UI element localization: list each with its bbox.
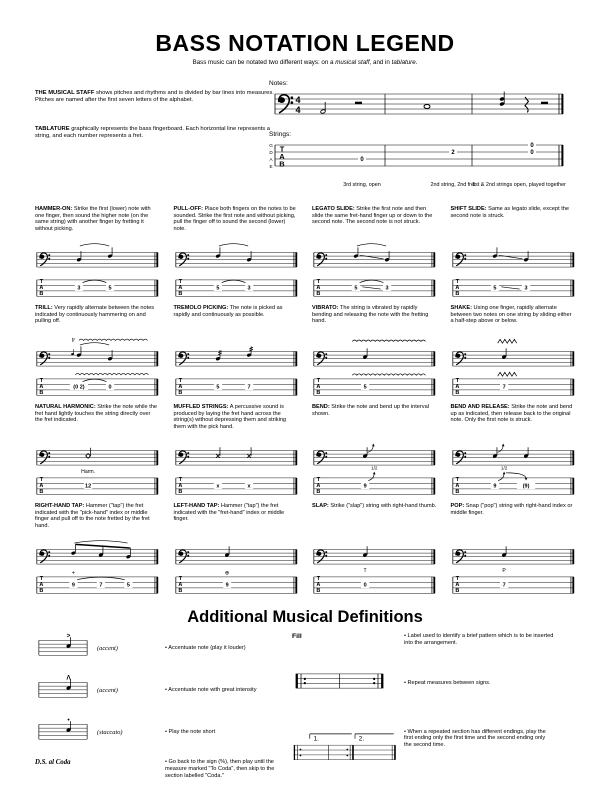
- svg-text:5: 5: [492, 285, 496, 292]
- definition-endings: [292, 729, 575, 768]
- svg-text:T: T: [39, 576, 44, 583]
- svg-text:T: T: [178, 279, 182, 286]
- svg-text:>: >: [66, 633, 71, 640]
- technique-pop: [451, 503, 576, 598]
- definition-fill: [292, 633, 575, 647]
- shake-notation: [451, 334, 576, 400]
- accent-symbol-staff: [35, 633, 91, 659]
- subtitle-text: .: [415, 59, 418, 66]
- technique-muffled-strings: [174, 404, 299, 499]
- svg-text:T: T: [178, 477, 182, 484]
- technique-term: LEGATO SLIDE:: [312, 206, 355, 212]
- vibrato-notation: [312, 334, 437, 400]
- pop-notation: [451, 532, 576, 598]
- svg-text:1.: 1.: [313, 734, 319, 742]
- technique-vibrato: [312, 305, 437, 400]
- svg-text:T: T: [316, 279, 321, 286]
- svg-text:9: 9: [363, 483, 367, 490]
- svg-text:T: T: [363, 567, 367, 574]
- svg-text:0: 0: [530, 150, 534, 157]
- svg-text:7: 7: [502, 582, 506, 589]
- svg-text:5: 5: [215, 285, 219, 292]
- repeat-signs-staff: [292, 669, 387, 694]
- svg-text:3: 3: [524, 285, 528, 292]
- svg-text:A: A: [39, 384, 44, 391]
- svg-text:Harm.: Harm.: [81, 468, 96, 475]
- technique-natural-harmonic: [35, 404, 160, 499]
- subtitle-text: Bass music can be notated two different ways: on a: [192, 59, 336, 66]
- svg-text:7: 7: [99, 582, 103, 589]
- svg-text:(9): (9): [522, 483, 529, 490]
- svg-text:B: B: [177, 291, 182, 298]
- svg-text:T: T: [455, 576, 459, 583]
- technique-term: MUFFLED STRINGS:: [173, 404, 229, 410]
- technique-left-hand-tap: [174, 503, 299, 598]
- notes-staff-example: [267, 88, 567, 124]
- svg-text:T: T: [39, 279, 44, 286]
- svg-text:A: A: [39, 483, 44, 490]
- svg-text:D: D: [269, 150, 273, 156]
- svg-text:B: B: [39, 390, 44, 397]
- svg-text:B: B: [316, 390, 321, 397]
- svg-text:⊕: ⊕: [224, 570, 229, 577]
- svg-text:A: A: [177, 384, 182, 391]
- svg-text:B: B: [316, 291, 321, 298]
- caption-two-strings: 1st & 2nd strings open, played together: [472, 182, 566, 188]
- technique-term: SHIFT SLIDE:: [450, 206, 487, 212]
- svg-text:A: A: [454, 285, 459, 292]
- svg-text:A: A: [39, 582, 44, 589]
- svg-text:B: B: [279, 159, 285, 169]
- technique-bend: [312, 404, 437, 499]
- svg-text:T: T: [455, 378, 459, 385]
- bend-release-notation: [451, 433, 576, 499]
- svg-text:x: x: [215, 483, 219, 490]
- svg-text:T: T: [316, 576, 321, 583]
- svg-text:5: 5: [215, 384, 219, 391]
- definition-text: • Go back to the sign (%), then play until the measure marked "To Coda", then skip to the section labelled "Coda.": [161, 759, 286, 779]
- svg-text:B: B: [454, 588, 459, 595]
- tablature-paragraph: [35, 126, 285, 140]
- definition-text: • Repeat measures between signs.: [400, 680, 491, 687]
- svg-text:A: A: [316, 483, 321, 490]
- caption-second-fret: 2nd string, 2nd fret: [430, 182, 476, 188]
- svg-text:A: A: [316, 285, 321, 292]
- svg-text:1/2: 1/2: [500, 465, 507, 471]
- pull-off-notation: [174, 235, 299, 301]
- svg-text:B: B: [177, 588, 182, 595]
- technique-desc: Place both fingers on the notes to be sounded. Strike the first note and without picking, pull the finger off to sound the second (lower) note.: [173, 206, 296, 232]
- technique-term: HAMMER-ON:: [35, 206, 73, 212]
- svg-text:B: B: [177, 489, 182, 496]
- subtitle-text: , and in: [369, 59, 392, 66]
- definition-ds-al-coda: [35, 759, 286, 779]
- svg-text:A: A: [39, 285, 44, 292]
- svg-text:T: T: [178, 576, 182, 583]
- natural-harmonic-notation: [35, 433, 160, 499]
- svg-text:5: 5: [126, 582, 130, 589]
- svg-text:A: A: [177, 582, 182, 589]
- ds-al-coda-label: D.S. al Coda: [35, 759, 71, 766]
- caption-open-string: 3rd string, open: [343, 182, 381, 188]
- svg-text:x: x: [247, 483, 251, 490]
- svg-text:B: B: [177, 390, 182, 397]
- svg-text:A: A: [316, 582, 321, 589]
- musical-staff-desc: shows pitches and rhythms and is divided by bar lines into measures. Pitches are named after the first seven letters of the alphabet.: [35, 90, 274, 103]
- technique-desc: Strike the first note and then slide the same fret-hand finger up or down to the second note. The second note is not struck.: [312, 206, 433, 226]
- muffled-strings-notation: [174, 433, 299, 499]
- technique-legato-slide: [312, 206, 437, 301]
- svg-text:B: B: [316, 588, 321, 595]
- svg-text:G: G: [269, 143, 273, 149]
- svg-text:9: 9: [225, 582, 229, 589]
- subtitle-italic-staff: musical staff: [335, 59, 370, 66]
- example-captions: [267, 180, 575, 190]
- technique-desc: Strike the note and bend up as indicated, then release back to the original note. Only the first note is struck.: [450, 404, 573, 424]
- technique-desc: Strike ("slap") string with right-hand thumb.: [330, 503, 437, 509]
- technique-right-hand-tap: [35, 503, 160, 598]
- tablature-desc: graphically represents the bass fingerboard. Each horizontal line represents a string, and each number represents a fret.: [35, 126, 271, 139]
- svg-text:7: 7: [502, 384, 506, 391]
- svg-text:4: 4: [295, 105, 301, 115]
- definition-text: • Label used to identify a brief pattern which is to be inserted into the arrangement.: [400, 633, 554, 647]
- svg-text:2: 2: [451, 150, 455, 157]
- svg-text:A: A: [279, 152, 285, 161]
- technique-term: BEND AND RELEASE:: [450, 404, 510, 410]
- staccato-symbol-staff: [35, 717, 91, 743]
- intro-text-column: [35, 80, 285, 190]
- definition-text: • Accentuate note with great intensity: [161, 687, 257, 694]
- page-subtitle: [35, 59, 575, 66]
- svg-text:T: T: [455, 279, 459, 286]
- technique-term: LEFT-HAND TAP:: [173, 503, 220, 509]
- technique-slap: [312, 503, 437, 598]
- svg-text:A: A: [269, 157, 273, 163]
- technique-term: SLAP:: [312, 503, 329, 509]
- subtitle-italic-tab: tablature: [391, 59, 416, 66]
- svg-text:A: A: [316, 384, 321, 391]
- technique-term: BEND:: [312, 404, 330, 410]
- svg-text:B: B: [454, 489, 459, 496]
- technique-desc: Strike the first (lower) note with one finger, then sound the higher note (on the same string) with another finger by fretting it without picking.: [35, 206, 151, 232]
- svg-text:T: T: [455, 477, 459, 484]
- svg-text:A: A: [177, 483, 182, 490]
- technique-term: RIGHT-HAND TAP:: [35, 503, 85, 509]
- technique-bend-and-release: [451, 404, 576, 499]
- definitions-left-column: [35, 633, 286, 790]
- svg-text:3: 3: [247, 285, 251, 292]
- svg-text:Λ: Λ: [66, 675, 71, 682]
- svg-text:1/2: 1/2: [371, 465, 378, 471]
- definition-accent2: [35, 675, 286, 706]
- page-title: BASS NOTATION LEGEND: [155, 30, 455, 56]
- technique-term: PULL-OFF:: [173, 206, 204, 212]
- svg-text:3: 3: [385, 285, 389, 292]
- strings-label: Strings:: [269, 131, 292, 138]
- svg-text:B: B: [39, 291, 44, 298]
- svg-text:0: 0: [108, 384, 112, 391]
- technique-term: VIBRATO:: [312, 305, 339, 311]
- technique-term: NATURAL HARMONIC:: [35, 404, 96, 410]
- technique-shake: [451, 305, 576, 400]
- svg-text:9: 9: [71, 582, 75, 589]
- svg-text:E: E: [269, 164, 273, 170]
- svg-text:T: T: [316, 477, 321, 484]
- svg-text:5: 5: [354, 285, 358, 292]
- first-second-ending-staff: [292, 729, 397, 763]
- tablature-term: TABLATURE: [35, 126, 70, 132]
- technique-shift-slide: [451, 206, 576, 301]
- svg-text:9: 9: [492, 483, 496, 490]
- slap-notation: [312, 532, 437, 598]
- tremolo-picking-notation: [174, 334, 299, 400]
- definition-text: • When a repeated section has different endings, play the first ending only the first time and the second ending only the second time.: [400, 729, 554, 749]
- notes-label: Notes:: [269, 80, 288, 87]
- strong-accent-symbol-staff: [35, 675, 91, 701]
- hammer-on-notation: [35, 235, 160, 301]
- svg-text:T: T: [39, 477, 44, 484]
- svg-text:T: T: [279, 144, 285, 154]
- svg-text:B: B: [39, 588, 44, 595]
- technique-desc: A percussive sound is produced by laying the fret hand across the string(s) without depressing them and striking them with the pick hand.: [173, 404, 287, 430]
- additional-definitions-title: Additional Musical Definitions: [187, 608, 423, 626]
- svg-text:B: B: [454, 291, 459, 298]
- technique-desc: Strike the note and bend up the interval shown.: [312, 404, 429, 417]
- technique-pull-off: [174, 206, 299, 301]
- technique-term: SHAKE:: [450, 305, 472, 311]
- svg-text:0: 0: [530, 143, 534, 150]
- svg-text:P: P: [501, 567, 506, 574]
- svg-text:0: 0: [360, 157, 364, 164]
- svg-text:T: T: [316, 378, 321, 385]
- left-hand-tap-notation: [174, 532, 299, 598]
- tablature-staff-example: [267, 139, 567, 175]
- example-staves: [267, 80, 575, 190]
- svg-text:•: •: [67, 717, 70, 724]
- definition-text: • Accentuate note (play it louder): [161, 645, 246, 652]
- svg-text:2.: 2.: [358, 734, 365, 742]
- svg-text:T: T: [39, 378, 44, 385]
- technique-desc: Strike the note while the fret hand lightly touches the string directly over the fret indicated.: [35, 404, 157, 424]
- svg-text:3: 3: [77, 285, 81, 292]
- intro-section: [35, 80, 575, 190]
- svg-text:(0 2): (0 2): [73, 384, 85, 391]
- svg-text:A: A: [454, 384, 459, 391]
- definition-text: • Play the note short: [161, 729, 215, 736]
- svg-text:7: 7: [247, 384, 251, 391]
- technique-term: TREMOLO PICKING:: [173, 305, 229, 311]
- svg-text:B: B: [454, 390, 459, 397]
- definition-repeat: [292, 669, 575, 699]
- technique-desc: Hammer ("tap") the fret indicated with the "fret-hand" index or middle finger.: [173, 503, 285, 523]
- right-hand-tap-notation: [35, 532, 160, 598]
- definition-label: (accent): [97, 687, 118, 694]
- svg-text:T: T: [178, 378, 182, 385]
- technique-desc: Snap ("pop") string with right-hand index or middle finger.: [450, 503, 573, 516]
- svg-text:12: 12: [85, 483, 92, 490]
- technique-desc: The string is vibrated by rapidly bending and releasing the note with the fretting hand.: [312, 305, 429, 325]
- technique-desc: Very rapidly alternate between the notes indicated by continuously hammering on and pulling off.: [35, 305, 155, 325]
- svg-text:+: +: [71, 570, 76, 577]
- trill-notation: [35, 334, 160, 400]
- techniques-grid: [35, 206, 575, 598]
- svg-text:A: A: [177, 285, 182, 292]
- fill-label: Fill: [291, 633, 302, 640]
- svg-text:5: 5: [108, 285, 112, 292]
- definition-staccato: [35, 717, 286, 748]
- svg-text:A: A: [454, 483, 459, 490]
- legato-slide-notation: [312, 235, 437, 301]
- svg-text:4: 4: [295, 95, 301, 105]
- definition-accent1: [35, 633, 286, 664]
- additional-definitions: [35, 633, 575, 790]
- bend-notation: [312, 433, 437, 499]
- technique-trill: [35, 305, 160, 400]
- definition-label: (accent): [97, 645, 118, 652]
- technique-term: POP:: [450, 503, 465, 509]
- svg-text:0: 0: [363, 582, 367, 589]
- technique-term: TRILL:: [35, 305, 53, 311]
- svg-text:5: 5: [363, 384, 367, 391]
- technique-desc: The note is picked as rapidly and continuously as possible.: [173, 305, 283, 318]
- technique-desc: Hammer ("tap") the fret indicated with the "pick-hand" index or middle finger and pull off to the note fretted by the fret hand.: [35, 503, 150, 529]
- technique-desc: Using one finger, rapidly alternate between two notes on one string by sliding either a half-step above or below.: [450, 305, 572, 325]
- definition-label: (staccato): [97, 729, 123, 736]
- svg-text:tr: tr: [71, 337, 76, 344]
- svg-text:B: B: [39, 489, 44, 496]
- technique-tremolo-picking: [174, 305, 299, 400]
- technique-hammer-on: [35, 206, 160, 301]
- musical-staff-term: THE MUSICAL STAFF: [35, 90, 95, 96]
- technique-desc: Same as legato slide, except the second note is struck.: [450, 206, 569, 219]
- shift-slide-notation: [451, 235, 576, 301]
- musical-staff-paragraph: [35, 90, 285, 104]
- svg-text:B: B: [316, 489, 321, 496]
- definitions-right-column: [286, 633, 575, 790]
- svg-text:A: A: [454, 582, 459, 589]
